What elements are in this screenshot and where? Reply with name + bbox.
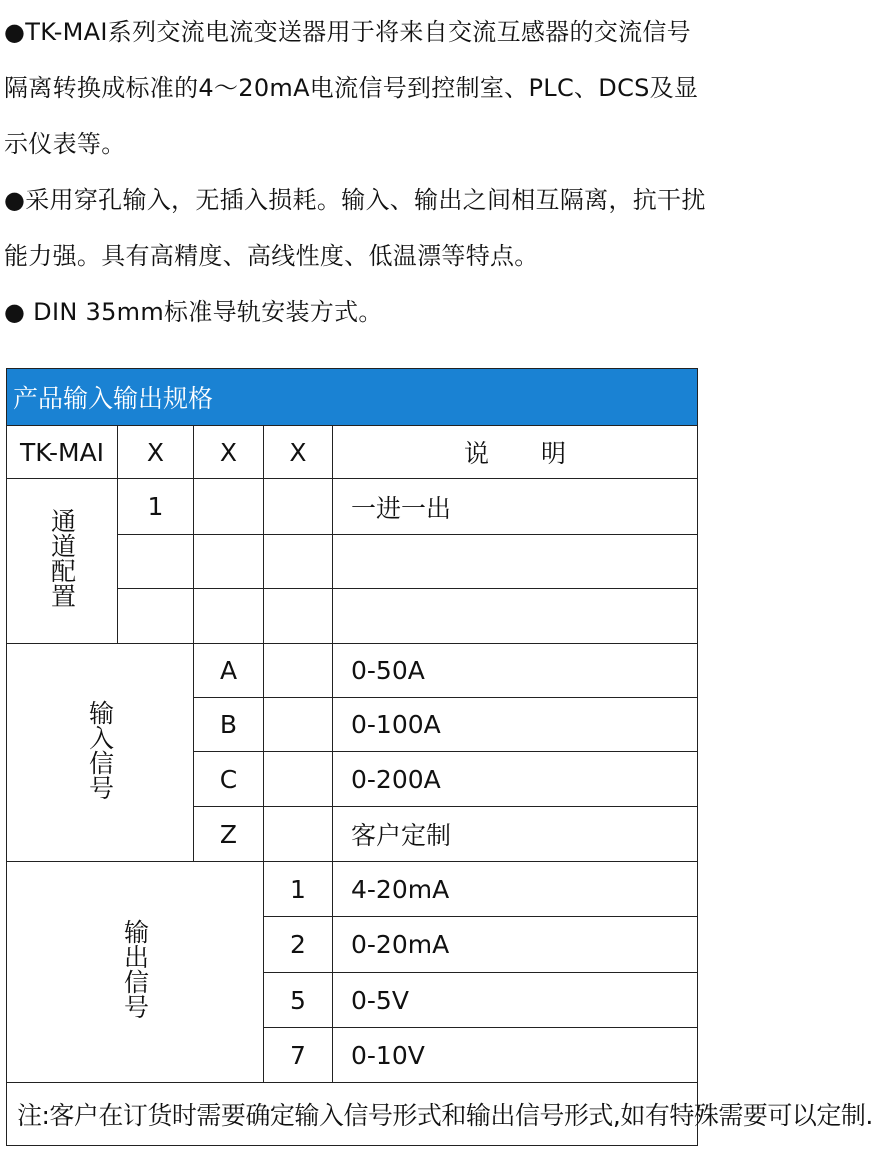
- channel-code: [118, 589, 194, 644]
- input-signal-label: 输入信号: [7, 644, 194, 862]
- table-row: [7, 644, 698, 698]
- output-code: 1: [264, 862, 333, 917]
- channel-code: 1: [118, 479, 194, 535]
- output-code: 7: [264, 1028, 333, 1083]
- output-code: 2: [264, 917, 333, 973]
- table-header-row: [7, 426, 698, 479]
- output-signal-label: 输出信号: [7, 862, 264, 1083]
- table-row: [7, 862, 698, 917]
- description-line: 隔离转换成标准的4～20mA电流信号到控制室、PLC、DCS及显: [4, 74, 699, 102]
- channel-desc: [333, 535, 698, 589]
- table-title-row: [7, 369, 698, 426]
- input-desc: 0-100A: [333, 698, 698, 752]
- description-line: 能力强。具有高精度、高线性度、低温漂等特点。: [4, 242, 539, 270]
- input-code: A: [194, 644, 264, 698]
- header-explain: [333, 426, 698, 479]
- channel-desc: [333, 589, 698, 644]
- table-note-row: [7, 1083, 698, 1146]
- description-line: ● DIN 35mm标准导轨安装方式。: [4, 298, 383, 326]
- description-line: 示仪表等。: [4, 130, 126, 158]
- output-desc: 0-5V: [333, 973, 698, 1028]
- output-desc: 4-20mA: [333, 862, 698, 917]
- output-code: 5: [264, 973, 333, 1028]
- description-line: ●采用穿孔输入，无插入损耗。输入、输出之间相互隔离，抗干扰: [4, 186, 706, 214]
- order-note: 注:客户在订货时需要确定输入信号形式和输出信号形式,如有特殊需要可以定制.: [7, 1083, 698, 1146]
- spec-table: [6, 368, 873, 1146]
- output-desc: 0-10V: [333, 1028, 698, 1083]
- description-line: ●TK-MAI系列交流电流变送器用于将来自交流互感器的交流信号: [4, 18, 691, 46]
- input-code: C: [194, 752, 264, 807]
- input-desc: 客户定制: [333, 807, 698, 862]
- product-description: [4, 0, 796, 340]
- input-desc: 0-50A: [333, 644, 698, 698]
- header-explain-a: 说: [464, 439, 490, 468]
- table-row: [7, 479, 698, 535]
- channel-desc: 一进一出: [333, 479, 698, 535]
- header-code-1: X: [118, 426, 194, 479]
- header-code-2: X: [194, 426, 264, 479]
- table-title: 产品输入输出规格: [7, 369, 698, 426]
- channel-code: [118, 535, 194, 589]
- header-model: TK-MAI: [7, 426, 118, 479]
- input-code: Z: [194, 807, 264, 862]
- input-code: B: [194, 698, 264, 752]
- header-code-3: X: [264, 426, 333, 479]
- input-desc: 0-200A: [333, 752, 698, 807]
- channel-config-label: 通道配置: [7, 479, 118, 644]
- header-explain-b: 明: [541, 439, 567, 468]
- output-desc: 0-20mA: [333, 917, 698, 973]
